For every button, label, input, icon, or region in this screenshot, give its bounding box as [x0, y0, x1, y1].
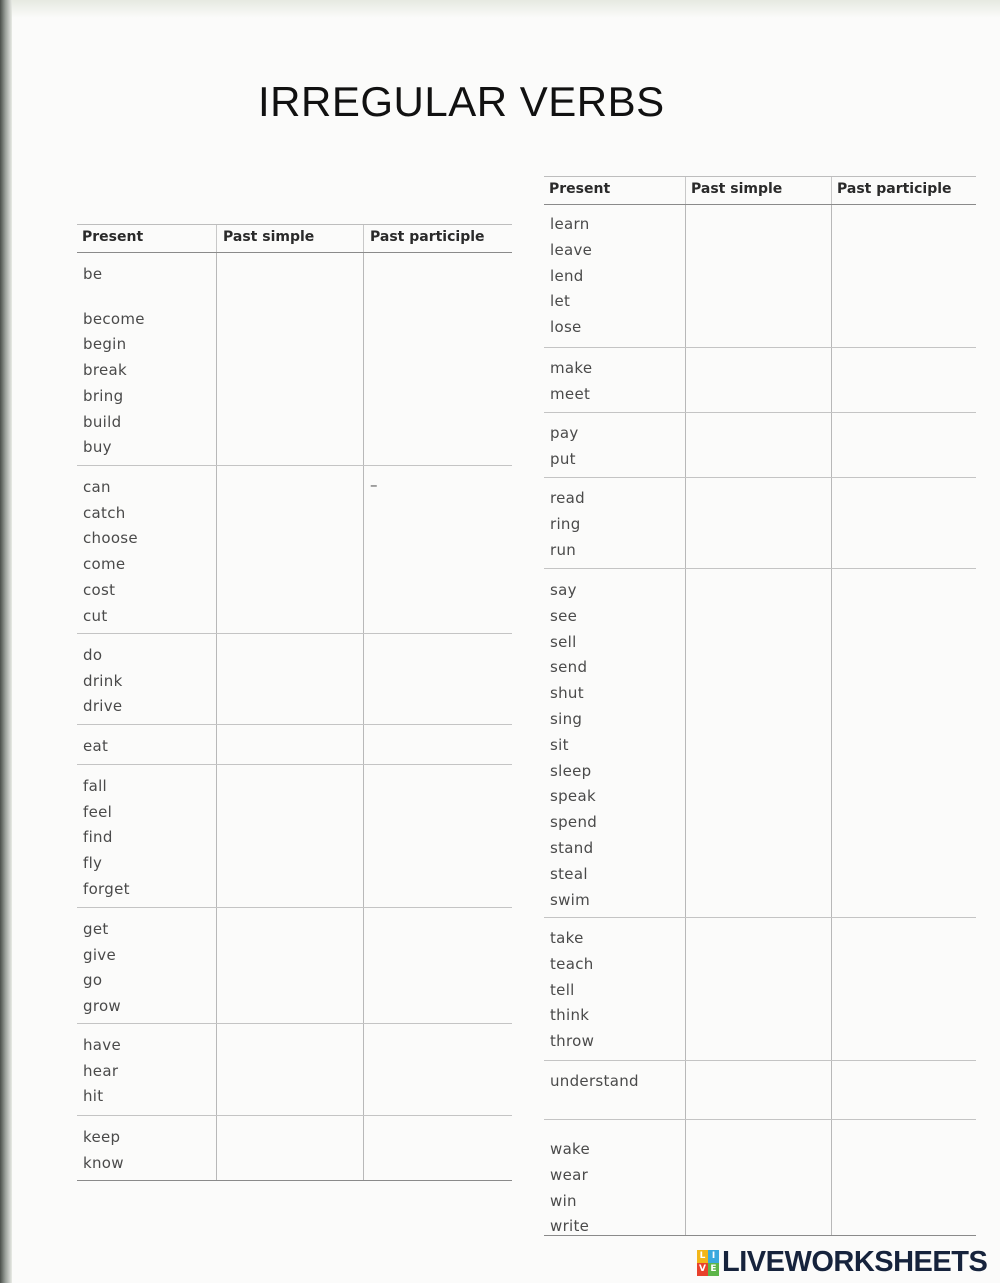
verb-present: give: [83, 946, 116, 964]
verb-present: hit: [83, 1087, 104, 1105]
past-participle-cell[interactable]: [832, 569, 976, 917]
verb-present: can: [83, 478, 111, 496]
verb-present: choose: [83, 529, 138, 547]
verb-present: break: [83, 361, 127, 379]
verb-present: understand: [550, 1072, 639, 1090]
verb-group: [77, 634, 512, 725]
verb-group: [77, 908, 512, 1024]
past-participle-cell[interactable]: [832, 205, 976, 347]
verb-present: bring: [83, 387, 124, 405]
past-participle-cell[interactable]: [364, 725, 512, 764]
verb-group: [77, 466, 512, 634]
verb-present: send: [550, 658, 588, 676]
verb-present: wear: [550, 1166, 589, 1184]
past-participle-cell[interactable]: [364, 1116, 512, 1180]
verb-present: write: [550, 1217, 590, 1235]
verb-present: have: [83, 1036, 122, 1054]
verb-present: drink: [83, 672, 123, 690]
verb-present: sleep: [550, 762, 592, 780]
verb-present: run: [550, 541, 577, 559]
logo-badge-letter: L: [697, 1250, 708, 1263]
verb-present: steal: [550, 865, 588, 883]
verb-present: keep: [83, 1128, 121, 1146]
header-past-simple: Past simple: [691, 181, 783, 197]
past-simple-cell[interactable]: [686, 1061, 831, 1119]
verb-present: think: [550, 1006, 590, 1024]
verb-present: become: [83, 310, 145, 328]
verb-present: take: [550, 929, 584, 947]
past-simple-cell[interactable]: [217, 908, 363, 1023]
header-present: Present: [549, 181, 611, 197]
verb-present: find: [83, 828, 113, 846]
verb-present: wake: [550, 1140, 591, 1158]
logo-badge-letter: V: [697, 1263, 708, 1276]
verb-present: teach: [550, 955, 594, 973]
verb-group: [77, 725, 512, 765]
past-simple-cell[interactable]: [686, 348, 831, 412]
logo-badge-letter: I: [708, 1250, 719, 1263]
past-simple-cell[interactable]: [217, 765, 363, 907]
logo-badge-letter: E: [708, 1263, 719, 1276]
liveworksheets-logo: [697, 1246, 987, 1279]
past-simple-cell[interactable]: [217, 634, 363, 724]
verb-present: leave: [550, 241, 593, 259]
past-simple-cell[interactable]: [686, 478, 831, 568]
verb-present: come: [83, 555, 126, 573]
past-simple-cell[interactable]: [686, 918, 831, 1060]
verb-present: forget: [83, 880, 130, 898]
verb-group: [77, 253, 512, 466]
verb-present: cost: [83, 581, 116, 599]
verb-group: [544, 205, 976, 348]
logo-badge: [697, 1250, 719, 1276]
verb-group: [544, 1061, 976, 1120]
verb-present: hear: [83, 1062, 119, 1080]
verb-present: eat: [83, 737, 109, 755]
verb-present: pay: [550, 424, 579, 442]
past-simple-cell[interactable]: [686, 205, 831, 347]
past-participle-cell[interactable]: [364, 466, 512, 633]
verb-present: buy: [83, 438, 112, 456]
verb-present: cut: [83, 607, 108, 625]
verb-present: fall: [83, 777, 108, 795]
verb-present: begin: [83, 335, 127, 353]
table-header: [77, 224, 512, 253]
verb-group: [77, 1024, 512, 1116]
logo-text: LIVEWORKSHEETS: [722, 1246, 988, 1278]
verb-present: put: [550, 450, 576, 468]
verb-present: win: [550, 1192, 577, 1210]
verb-group: [544, 478, 976, 569]
past-simple-cell[interactable]: [217, 466, 363, 633]
past-simple-cell[interactable]: [217, 1024, 363, 1115]
verb-present: sit: [550, 736, 569, 754]
verb-present: fly: [83, 854, 103, 872]
past-simple-cell[interactable]: [217, 1116, 363, 1180]
header-past-participle: Past participle: [370, 229, 485, 245]
header-present: Present: [82, 229, 144, 245]
verb-present: lose: [550, 318, 582, 336]
verb-present: stand: [550, 839, 594, 857]
page-top-shadow: [12, 0, 1000, 18]
verb-present: build: [83, 413, 122, 431]
past-participle-cell[interactable]: [364, 1024, 512, 1115]
past-participle-cell[interactable]: [364, 765, 512, 907]
header-past-simple: Past simple: [223, 229, 315, 245]
past-participle-cell[interactable]: [832, 1061, 976, 1119]
past-simple-cell[interactable]: [217, 725, 363, 764]
verb-present: know: [83, 1154, 124, 1172]
verb-present: meet: [550, 385, 591, 403]
verb-present: speak: [550, 787, 596, 805]
verb-group: [544, 569, 976, 918]
verb-group: [544, 1120, 976, 1236]
verb-present: lend: [550, 267, 584, 285]
verb-group: [77, 765, 512, 908]
verb-present: spend: [550, 813, 598, 831]
verb-present: feel: [83, 803, 113, 821]
past-simple-cell[interactable]: [217, 253, 363, 465]
verb-present: throw: [550, 1032, 595, 1050]
participle-dash: –: [370, 476, 378, 494]
verb-present: drive: [83, 697, 123, 715]
verb-present: say: [550, 581, 577, 599]
verbs-table-right: [544, 176, 976, 1236]
table-header: [544, 176, 976, 205]
verb-present: go: [83, 971, 103, 989]
header-past-participle: Past participle: [837, 181, 952, 197]
verb-group: [544, 348, 976, 413]
page-title: IRREGULAR VERBS: [258, 78, 665, 125]
verb-present: do: [83, 646, 103, 664]
past-participle-cell[interactable]: [832, 413, 976, 477]
verb-present: swim: [550, 891, 591, 909]
verb-present: catch: [83, 504, 126, 522]
verb-present: make: [550, 359, 593, 377]
past-participle-cell[interactable]: [832, 918, 976, 1060]
verb-group: [544, 413, 976, 478]
verb-present: read: [550, 489, 585, 507]
past-participle-cell[interactable]: [364, 634, 512, 724]
past-simple-cell[interactable]: [686, 1120, 831, 1235]
past-participle-cell[interactable]: [364, 253, 512, 465]
verb-present: tell: [550, 981, 575, 999]
verb-present: learn: [550, 215, 590, 233]
verb-present: shut: [550, 684, 584, 702]
verb-present: sell: [550, 633, 577, 651]
past-participle-cell[interactable]: [364, 908, 512, 1023]
past-participle-cell[interactable]: [832, 1120, 976, 1235]
verb-group: [544, 918, 976, 1061]
verb-present: get: [83, 920, 109, 938]
past-participle-cell[interactable]: [832, 478, 976, 568]
past-participle-cell[interactable]: [832, 348, 976, 412]
past-simple-cell[interactable]: [686, 413, 831, 477]
past-simple-cell[interactable]: [686, 569, 831, 917]
verb-present: grow: [83, 997, 122, 1015]
verbs-table-left: [77, 224, 512, 1181]
verb-group: [77, 1116, 512, 1181]
page-edge-shadow: [0, 0, 12, 1283]
verb-present: let: [550, 292, 571, 310]
verb-present: see: [550, 607, 578, 625]
verb-present: be: [83, 265, 103, 283]
verb-present: sing: [550, 710, 583, 728]
verb-present: ring: [550, 515, 581, 533]
